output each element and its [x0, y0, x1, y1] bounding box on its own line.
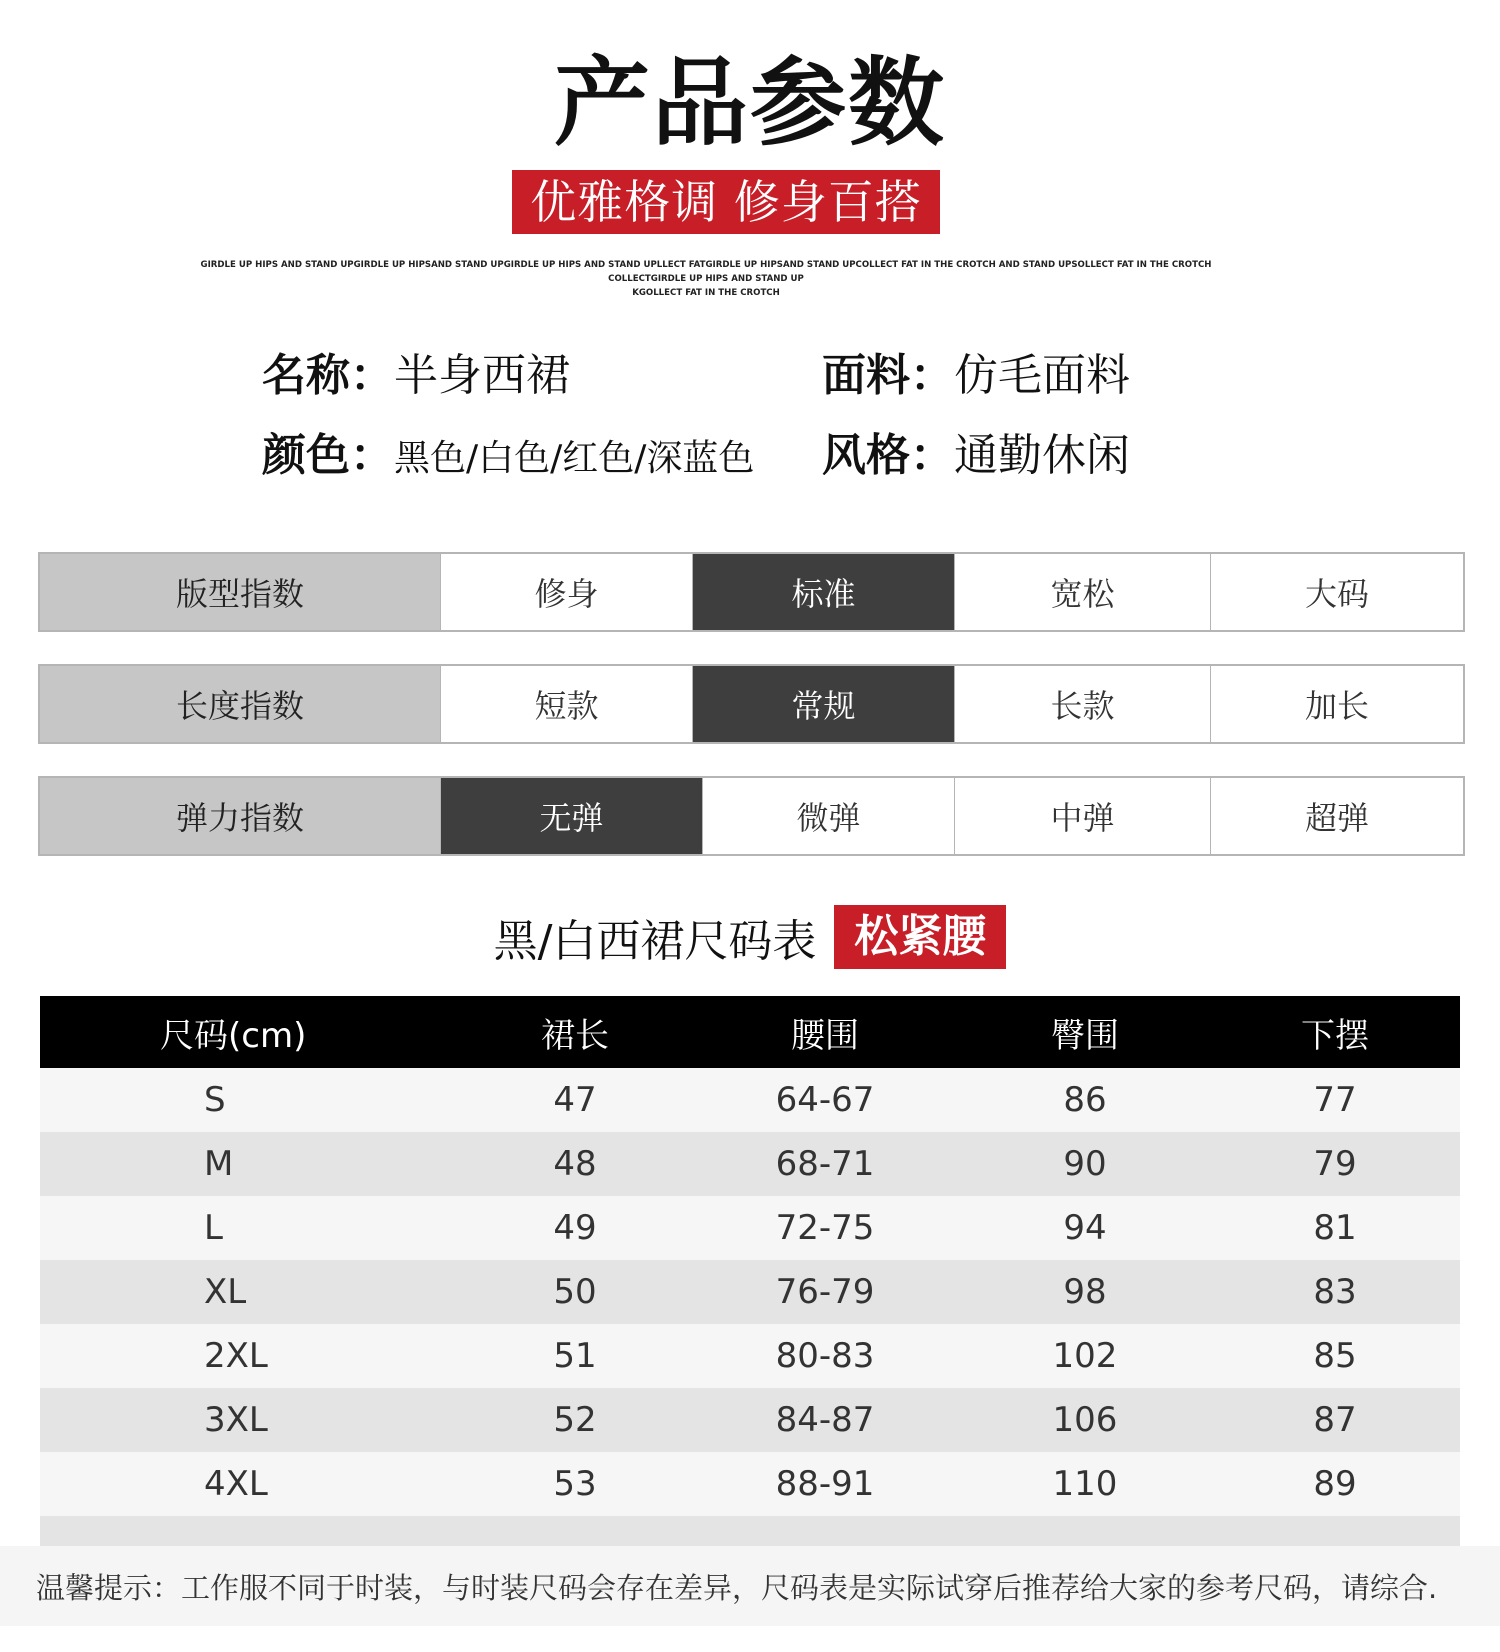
hem-cell: 87: [1313, 1400, 1357, 1440]
slogan-banner: 优雅格调 修身百搭: [512, 170, 940, 234]
header-hip: 臀围: [1051, 1015, 1119, 1056]
hem-cell: 85: [1313, 1336, 1357, 1376]
header-length: 裙长: [541, 1015, 609, 1056]
table-header-row: [40, 996, 1460, 1068]
table-row: [40, 1068, 1460, 1132]
tagline-line: GIRDLE UP HIPS AND STAND UPGIRDLE UP HIPSAND STAND UPGIRDLE UP HIPS AND STAND UPLLECT FATGIRDLE UP HIPSAND STAND UPCOLLECT FAT IN THE CROTCH AND STAND UPSOLLECT FAT IN THE CROTCH: [200, 260, 1212, 270]
style-value: 通勤休闲: [954, 430, 1130, 481]
index-option: 超弹: [1210, 778, 1463, 854]
size-cell: S: [204, 1080, 226, 1120]
length-cell: 47: [553, 1080, 597, 1120]
info-fabric: [822, 348, 1130, 404]
color-label: 颜色：: [262, 430, 394, 481]
waist-cell: 64-67: [775, 1080, 875, 1120]
style-label: 风格：: [822, 430, 954, 481]
index-option: 短款: [440, 666, 692, 742]
waist-tag: 松紧腰: [834, 905, 1006, 969]
header-hem: 下摆: [1301, 1015, 1369, 1056]
waist-cell: 76-79: [775, 1272, 875, 1312]
waist-cell: 88-91: [775, 1464, 875, 1504]
fit-index-row: [38, 552, 1465, 632]
index-option-selected: 标准: [692, 554, 954, 630]
fabric-value: 仿毛面料: [954, 350, 1130, 401]
length-cell: 48: [553, 1144, 597, 1184]
elasticity-index-row: [38, 776, 1465, 856]
index-option-selected: 常规: [692, 666, 954, 742]
tagline-line: KGOLLECT FAT IN THE CROTCH: [632, 288, 780, 298]
length-cell: 50: [553, 1272, 597, 1312]
table-row: [40, 1388, 1460, 1452]
size-cell: 4XL: [204, 1464, 268, 1504]
index-option: 加长: [1210, 666, 1463, 742]
size-chart-title: 黑/白西裙尺码表: [493, 916, 817, 967]
waist-cell: 68-71: [775, 1144, 875, 1184]
length-cell: 51: [553, 1336, 597, 1376]
length-cell: 53: [553, 1464, 597, 1504]
color-value: 黑色/白色/红色/深蓝色: [394, 438, 755, 479]
table-row: [40, 1132, 1460, 1196]
index-label: 弹力指数: [40, 778, 440, 854]
reminder-note: 温馨提示：工作服不同于时装，与时装尺码会存在差异，尺码表是实际试穿后推荐给大家的参考尺码，请综合.: [0, 1546, 1500, 1626]
size-chart-heading: [0, 904, 1500, 970]
hem-cell: 79: [1313, 1144, 1357, 1184]
length-cell: 49: [553, 1208, 597, 1248]
table-row: [40, 1324, 1460, 1388]
index-option: 长款: [954, 666, 1210, 742]
hip-cell: 106: [1052, 1400, 1118, 1440]
index-label: 版型指数: [40, 554, 440, 630]
hip-cell: 102: [1052, 1336, 1118, 1376]
name-value: 半身西裙: [394, 350, 570, 401]
index-option: 大码: [1210, 554, 1463, 630]
hip-cell: 90: [1063, 1144, 1107, 1184]
size-cell: 2XL: [204, 1336, 268, 1376]
hem-cell: 81: [1313, 1208, 1357, 1248]
hip-cell: 86: [1063, 1080, 1107, 1120]
header-waist: 腰围: [791, 1015, 859, 1056]
hip-cell: 94: [1063, 1208, 1107, 1248]
size-cell: M: [204, 1144, 234, 1184]
size-table: [40, 996, 1460, 1556]
index-option: 修身: [440, 554, 692, 630]
index-label: 长度指数: [40, 666, 440, 742]
fabric-label: 面料：: [822, 350, 954, 401]
header-size: 尺码(cm): [160, 1015, 307, 1056]
tagline-line: COLLECTGIRDLE UP HIPS AND STAND UP: [608, 274, 804, 284]
info-color: [262, 428, 754, 487]
size-cell: XL: [204, 1272, 247, 1312]
name-label: 名称：: [262, 350, 394, 401]
table-row: [40, 1452, 1460, 1516]
page-title: 产品参数: [554, 47, 946, 159]
waist-cell: 84-87: [775, 1400, 875, 1440]
length-index-row: [38, 664, 1465, 744]
waist-cell: 80-83: [775, 1336, 875, 1376]
table-row: [40, 1260, 1460, 1324]
index-option: 宽松: [954, 554, 1210, 630]
waist-cell: 72-75: [775, 1208, 875, 1248]
hem-cell: 89: [1313, 1464, 1357, 1504]
info-name: [262, 348, 570, 404]
english-tagline: [200, 258, 1212, 300]
index-option: 中弹: [954, 778, 1210, 854]
size-cell: 3XL: [204, 1400, 268, 1440]
length-cell: 52: [553, 1400, 597, 1440]
size-cell: L: [204, 1208, 223, 1248]
table-row: [40, 1196, 1460, 1260]
index-option-selected: 无弹: [440, 778, 702, 854]
index-option: 微弹: [702, 778, 954, 854]
hip-cell: 98: [1063, 1272, 1107, 1312]
hem-cell: 83: [1313, 1272, 1357, 1312]
info-style: [822, 428, 1130, 484]
hip-cell: 110: [1052, 1464, 1118, 1504]
hem-cell: 77: [1313, 1080, 1357, 1120]
